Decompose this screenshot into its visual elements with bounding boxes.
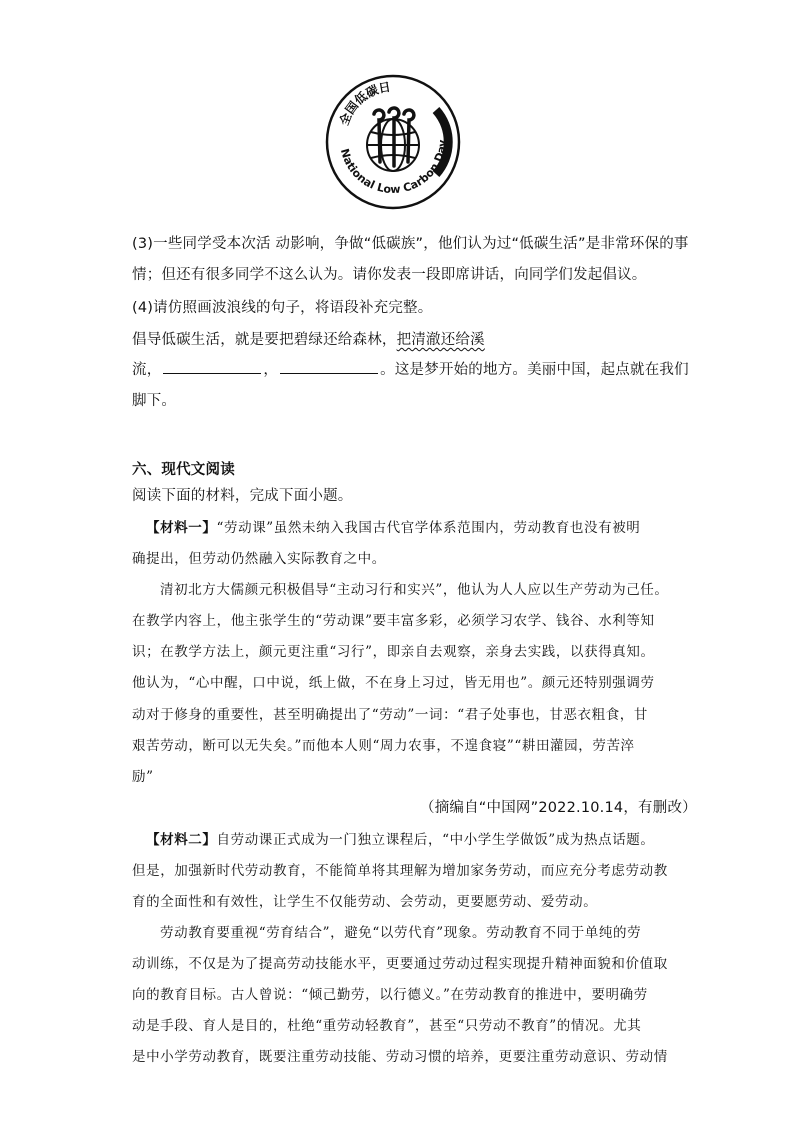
material1-line: 【材料一】“劳动课”虽然未纳入我国古代官学体系范围内，劳动教育也没有被明: [146, 520, 641, 536]
q4-passage-line-3: 脚下。: [132, 393, 177, 409]
section-heading: 六、现代文阅读: [132, 462, 235, 478]
logo-cn-text: 全国低碳日: [336, 79, 392, 128]
q4-plain-text: 倡导低碳生活，就是要把碧绿还给森林，: [132, 332, 397, 348]
material2-line: 动训练，不仅是为了提高劳动技能水平，更要通过劳动过程实现提升精神面貌和价值取: [132, 956, 668, 972]
material1-line: 励”: [132, 769, 154, 785]
material2-line: 劳动教育要重视“劳育结合”，避免“以劳代育”现象。劳动教育不同于单纯的劳: [160, 925, 642, 941]
material2-line: 是中小学劳动教育，既要注重劳动技能、劳动习惯的培养，更要注重劳动意识、劳动情: [132, 1049, 668, 1065]
material1-line: 确提出，但劳动仍然融入实际教育之中。: [132, 551, 386, 567]
material1-line: 他认为，“心中醒，口中说，纸上做，不在身上习过，皆无用也”。颜元还特别强调劳: [132, 675, 655, 691]
material1-line: 在教学内容上，他主张学生的“劳动课”要丰富多彩，必须学习农学、钱谷、水利等知: [132, 613, 655, 629]
q4-prompt: (4)请仿照画波浪线的句子，将语段补充完整。: [132, 300, 433, 316]
q4-passage-line-1: [132, 328, 485, 349]
material2-tag: 【材料二】: [146, 832, 217, 848]
answer-blank-1[interactable]: [163, 361, 261, 374]
national-low-carbon-day-logo: [318, 70, 468, 220]
material1-line: 动对于修身的重要性，甚至明确提出了“劳动”一词：“君子处事也，甘恶衣粗食，甘: [132, 707, 649, 723]
answer-blank-2[interactable]: [280, 361, 378, 374]
material1-line: 清初北方大儒颜元积极倡导“主动习行和实兴”，他认为人人应以生产劳动为己任。: [160, 582, 669, 598]
material2-line: 育的全面性和有效性，让学生不仅能劳动、会劳动，更要愿劳动、爱劳动。: [132, 894, 598, 910]
material2-line: 向的教育目标。古人曾说：“倾己勤劳，以行德义。”在劳动教育的推进中，要明确劳: [132, 987, 648, 1003]
material1-line: 艰苦劳动，断可以无失矣。”而他本人则“周力农事，不遑食寝”“耕田灌园，劳苦淬: [132, 738, 635, 754]
material2-line: 【材料二】自劳动课正式成为一门独立课程后，“中小学生学做饭”成为热点话题。: [146, 832, 655, 848]
people-figures-icon: [374, 108, 414, 166]
logo-en-text: National Low Carbon Day: [337, 139, 450, 197]
section-instruction: 阅读下面的材料，完成下面小题。: [132, 488, 353, 504]
material1-line: 识；在教学方法上，颜元更注重“习行”，即亲自去观察，亲身去实践，以获得真知。: [132, 644, 655, 660]
material1-tag: 【材料一】: [146, 520, 217, 536]
q4-wavy-underlined-text: 把清澈还给溪: [396, 332, 485, 348]
material2-line: 但是，加强新时代劳动教育，不能简单将其理解为增加家务劳动，而应充分考虑劳动教: [132, 863, 668, 879]
q3-line-1: (3)一些同学受本次活 动影响，争做“低碳族”，他们认为过“低碳生活”是非常环保的事: [132, 236, 689, 252]
material1-source: （摘编自“中国网”2022.10.14，有删改）: [420, 800, 697, 816]
q3-line-2: 情；但还有很多同学不这么认为。请你发表一段即席讲话，向同学们发起倡议。: [132, 267, 647, 283]
material2-line: 动是手段、育人是目的，杜绝“重劳动轻教育”，甚至“只劳动不教育”的情况。尤其: [132, 1018, 642, 1034]
q4-passage-line-2: 流， ， 。这是梦开始的地方。美丽中国，起点就在我们: [132, 362, 689, 378]
